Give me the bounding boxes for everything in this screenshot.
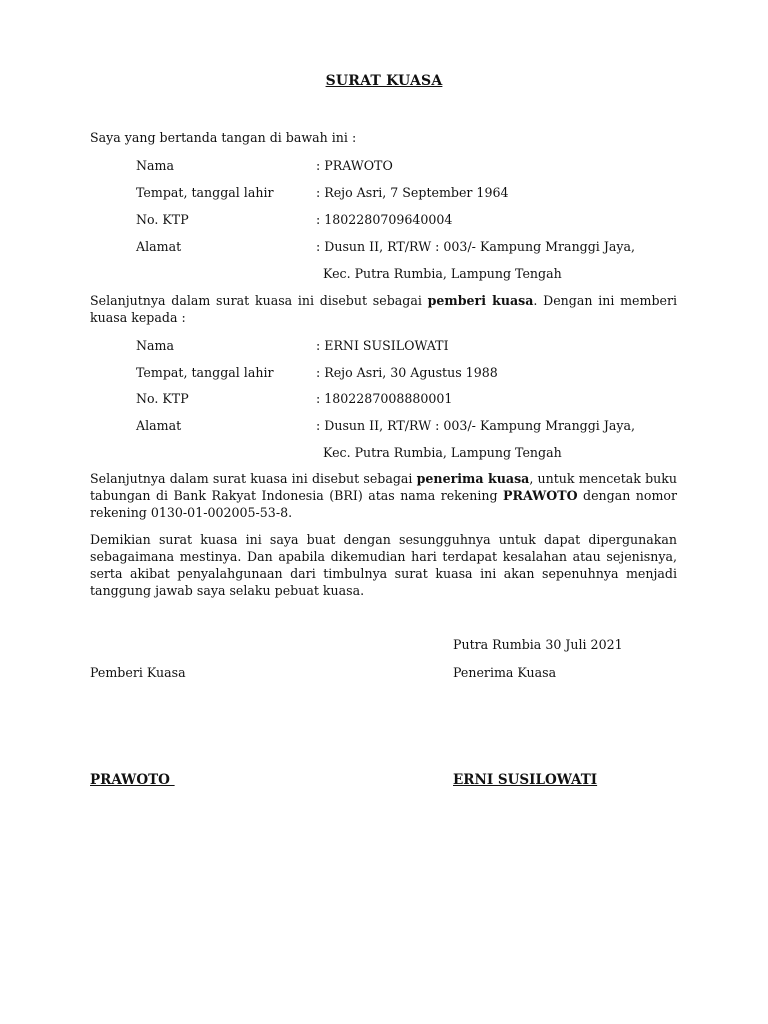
para2-text-3: dengan nomor rekening 0130-01-002005-53-8. xyxy=(90,488,677,520)
intro-text: Saya yang bertanda tangan di bawah ini : xyxy=(90,130,357,145)
pemberi-ttl-value: : Rejo Asri, 7 September 1964 xyxy=(316,185,509,200)
paragraph-pemberi-kuasa xyxy=(90,292,677,326)
pemberi-kuasa-label: Pemberi Kuasa xyxy=(90,665,186,680)
pemberi-ktp-label: No. KTP xyxy=(136,212,189,227)
para1-text-2: . Dengan ini memberi kuasa kepada : xyxy=(90,293,678,325)
pemberi-alamat-label: Alamat xyxy=(136,239,182,254)
place-date: Putra Rumbia 30 Juli 2021 xyxy=(453,637,623,652)
penerima-nama-label: Nama xyxy=(136,338,174,353)
pemberi-nama-label: Nama xyxy=(136,158,174,173)
paragraph-penerima-kuasa xyxy=(90,470,677,521)
pemberi-ktp-value: : 1802280709640004 xyxy=(316,212,453,227)
para2-bold-account-name: PRAWOTO xyxy=(503,488,578,503)
penerima-ttl-label: Tempat, tanggal lahir xyxy=(136,365,274,380)
pemberi-alamat-value-1: : Dusun II, RT/RW : 003/- Kampung Mranggi Jaya, xyxy=(316,239,636,254)
document-title: SURAT KUASA xyxy=(325,73,443,89)
penerima-kuasa-signature-name: ERNI SUSILOWATI xyxy=(453,772,598,788)
para2-bold-penerima-kuasa: penerima kuasa xyxy=(416,471,530,486)
penerima-alamat-value-1: : Dusun II, RT/RW : 003/- Kampung Mranggi Jaya, xyxy=(316,418,636,433)
para2-text-1: Selanjutnya dalam surat kuasa ini disebut sebagai xyxy=(90,471,417,486)
penerima-nama-value: : ERNI SUSILOWATI xyxy=(316,338,449,353)
pemberi-ttl-label: Tempat, tanggal lahir xyxy=(136,185,274,200)
penerima-ttl-value: : Rejo Asri, 30 Agustus 1988 xyxy=(316,365,498,380)
penerima-kuasa-label: Penerima Kuasa xyxy=(453,665,557,680)
penerima-alamat-value-2: Kec. Putra Rumbia, Lampung Tengah xyxy=(323,445,562,460)
para1-bold-pemberi-kuasa: pemberi kuasa xyxy=(427,293,534,308)
para1-text-1: Selanjutnya dalam surat kuasa ini disebut sebagai xyxy=(90,293,428,308)
penerima-ktp-value: : 1802287008880001 xyxy=(316,391,453,406)
para2-text-2: , untuk mencetak buku tabungan di Bank Rakyat Indonesia (BRI) atas nama rekening xyxy=(90,471,677,503)
penerima-alamat-label: Alamat xyxy=(136,418,182,433)
paragraph-closing: Demikian surat kuasa ini saya buat dengan sesungguhnya untuk dapat dipergunakan sebagaimana mestinya. Dan apabila dikemudian hari terdapat kesalahan atau sejenisnya, serta akibat penyalahgunaan dari timbulnya surat kuasa ini akan sepenuhnya menjadi tanggung jawab saya selaku pebuat kuasa. xyxy=(90,532,677,598)
penerima-ktp-label: No. KTP xyxy=(136,391,189,406)
pemberi-alamat-value-2: Kec. Putra Rumbia, Lampung Tengah xyxy=(323,266,562,281)
pemberi-kuasa-signature-name: PRAWOTO xyxy=(90,772,175,788)
pemberi-nama-value: : PRAWOTO xyxy=(316,158,393,173)
